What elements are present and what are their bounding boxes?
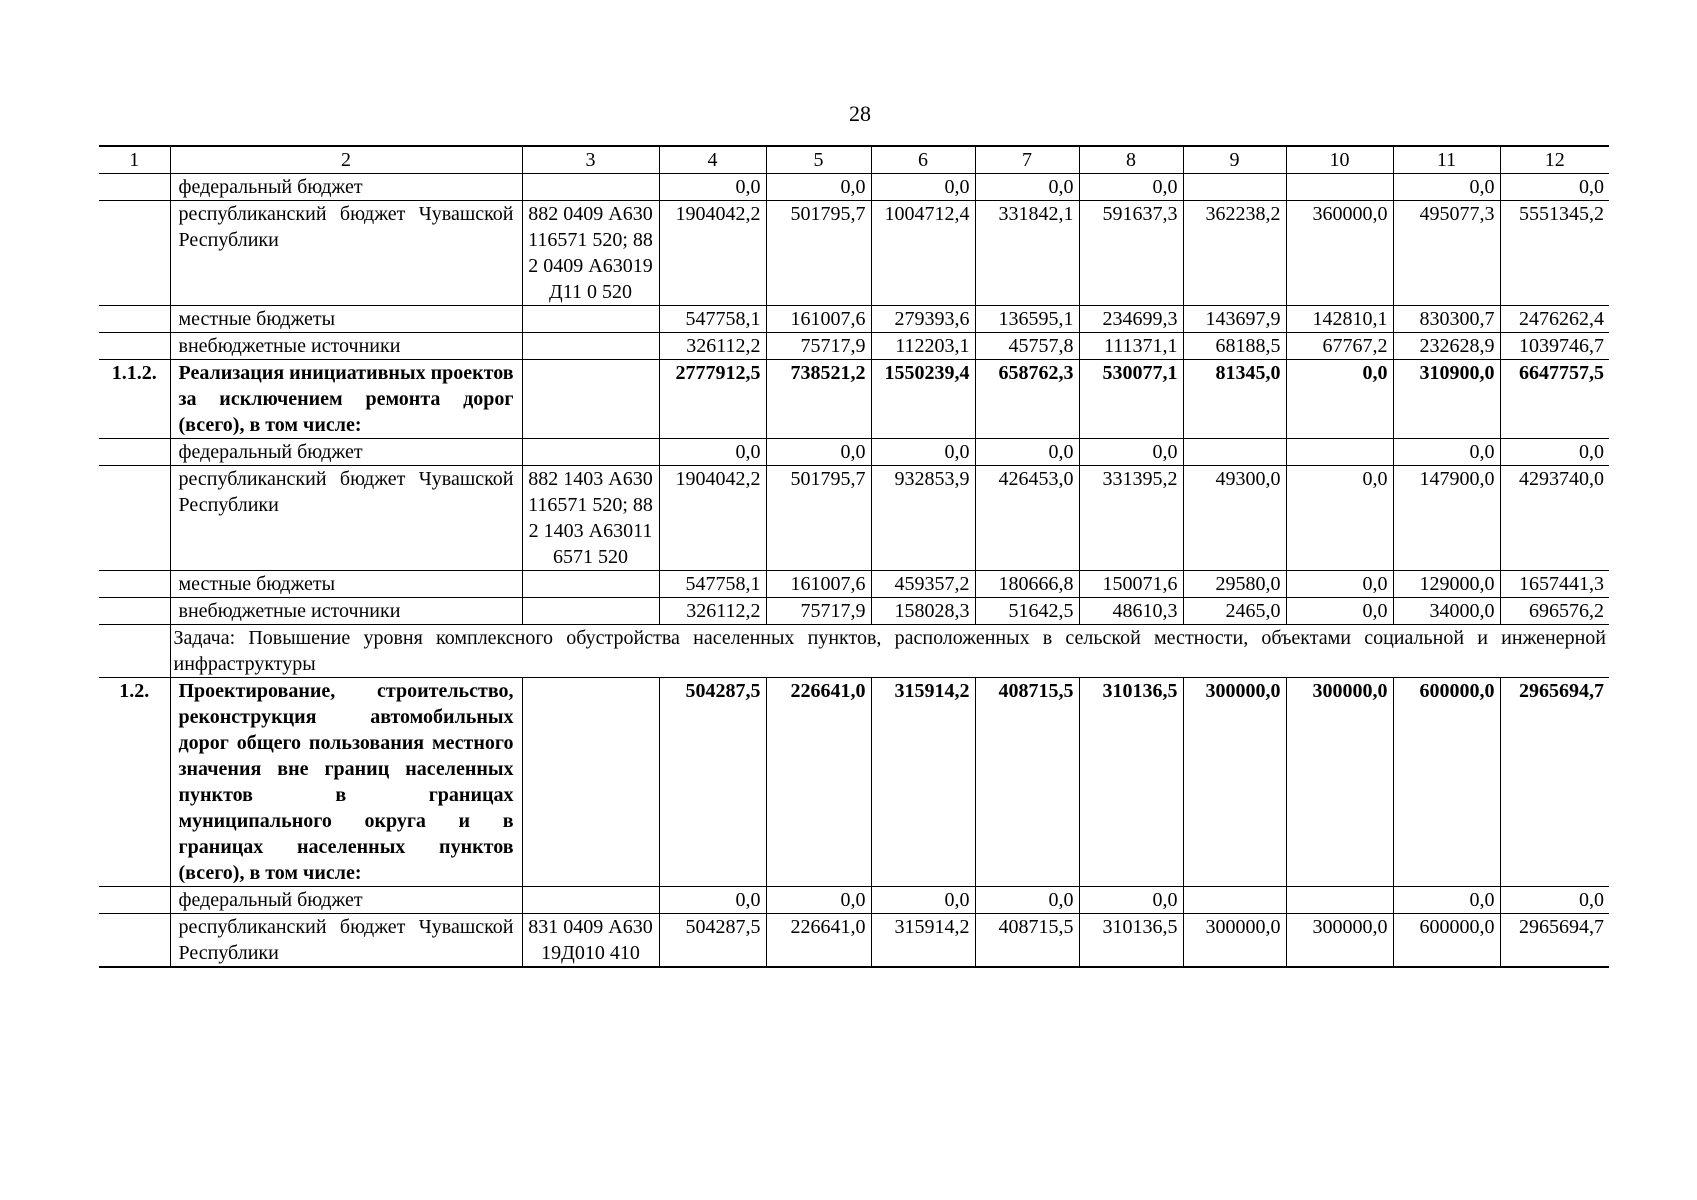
value-col-8: 331395,2 (1079, 466, 1183, 571)
column-header-5: 5 (766, 146, 871, 174)
value-col-11: 0,0 (1393, 887, 1500, 914)
value-col-4: 0,0 (659, 887, 766, 914)
value-col-9: 300000,0 (1183, 914, 1286, 968)
value-col-10: 0,0 (1286, 466, 1393, 571)
value-col-10: 0,0 (1286, 598, 1393, 625)
value-col-7: 0,0 (975, 439, 1079, 466)
value-col-6: 459357,2 (871, 571, 975, 598)
value-col-12: 2476262,4 (1500, 306, 1609, 333)
value-col-5: 0,0 (766, 887, 871, 914)
budget-code: 882 0409 А630116571 520; 882 0409 А63019Д11 0 520 (522, 201, 659, 306)
value-col-9: 68188,5 (1183, 333, 1286, 360)
value-col-9: 2465,0 (1183, 598, 1286, 625)
value-col-9: 49300,0 (1183, 466, 1286, 571)
value-col-8: 591637,3 (1079, 201, 1183, 306)
value-col-10: 300000,0 (1286, 678, 1393, 887)
row-label: внебюджетные источники (170, 333, 522, 360)
value-col-8: 0,0 (1079, 887, 1183, 914)
budget-code (522, 360, 659, 439)
value-col-8: 234699,3 (1079, 306, 1183, 333)
value-col-9: 300000,0 (1183, 678, 1286, 887)
row-label: федеральный бюджет (170, 439, 522, 466)
value-col-11: 310900,0 (1393, 360, 1500, 439)
value-col-4: 504287,5 (659, 678, 766, 887)
value-col-5: 75717,9 (766, 598, 871, 625)
row-label: федеральный бюджет (170, 174, 522, 201)
value-col-7: 45757,8 (975, 333, 1079, 360)
value-col-5: 75717,9 (766, 333, 871, 360)
row-number (99, 571, 170, 598)
row-label: местные бюджеты (170, 306, 522, 333)
budget-code (522, 571, 659, 598)
value-col-9: 29580,0 (1183, 571, 1286, 598)
value-col-12: 5551345,2 (1500, 201, 1609, 306)
column-header-9: 9 (1183, 146, 1286, 174)
value-col-5: 161007,6 (766, 571, 871, 598)
header-row (99, 146, 1609, 174)
table-row (99, 306, 1609, 333)
column-header-11: 11 (1393, 146, 1500, 174)
row-label: республиканский бюджет Чувашской Республики (170, 466, 522, 571)
row-number (99, 306, 170, 333)
column-header-8: 8 (1079, 146, 1183, 174)
value-col-4: 504287,5 (659, 914, 766, 968)
value-col-12: 1039746,7 (1500, 333, 1609, 360)
value-col-12: 696576,2 (1500, 598, 1609, 625)
value-col-8: 150071,6 (1079, 571, 1183, 598)
value-col-6: 0,0 (871, 439, 975, 466)
row-number: 1.1.2. (99, 360, 170, 439)
value-col-10: 300000,0 (1286, 914, 1393, 968)
value-col-4: 547758,1 (659, 571, 766, 598)
value-col-12: 1657441,3 (1500, 571, 1609, 598)
value-col-12: 0,0 (1500, 887, 1609, 914)
column-header-6: 6 (871, 146, 975, 174)
value-col-10: 0,0 (1286, 360, 1393, 439)
value-col-11: 232628,9 (1393, 333, 1500, 360)
value-col-12: 0,0 (1500, 174, 1609, 201)
value-col-10: 67767,2 (1286, 333, 1393, 360)
value-col-12: 2965694,7 (1500, 914, 1609, 968)
table-row (99, 333, 1609, 360)
value-col-6: 112203,1 (871, 333, 975, 360)
value-col-6: 0,0 (871, 174, 975, 201)
value-col-6: 1550239,4 (871, 360, 975, 439)
value-col-9: 143697,9 (1183, 306, 1286, 333)
row-label: Проектирование, строительство, реконструкция автомобильных дорог общего пользования местного значения вне границ населенных пунктов в границах муниципального округа и в границах населенных пунктов (всего), в том числе: (170, 678, 522, 887)
value-col-8: 310136,5 (1079, 914, 1183, 968)
value-col-5: 501795,7 (766, 201, 871, 306)
column-header-3: 3 (522, 146, 659, 174)
page-number: 28 (849, 101, 871, 126)
budget-code: 831 0409 А63019Д010 410 (522, 914, 659, 968)
table-body (99, 146, 1609, 967)
value-col-6: 315914,2 (871, 678, 975, 887)
budget-code (522, 678, 659, 887)
value-col-8: 111371,1 (1079, 333, 1183, 360)
budget-code (522, 306, 659, 333)
value-col-12: 0,0 (1500, 439, 1609, 466)
value-col-7: 408715,5 (975, 914, 1079, 968)
row-label: республиканский бюджет Чувашской Республики (170, 914, 522, 968)
column-header-10: 10 (1286, 146, 1393, 174)
row-label: республиканский бюджет Чувашской Республики (170, 201, 522, 306)
value-col-8: 530077,1 (1079, 360, 1183, 439)
column-header-7: 7 (975, 146, 1079, 174)
value-col-6: 932853,9 (871, 466, 975, 571)
table-row (99, 887, 1609, 914)
value-col-7: 0,0 (975, 887, 1079, 914)
value-col-4: 0,0 (659, 174, 766, 201)
column-header-4: 4 (659, 146, 766, 174)
value-col-4: 326112,2 (659, 598, 766, 625)
value-col-10 (1286, 439, 1393, 466)
row-number (99, 466, 170, 571)
value-col-6: 1004712,4 (871, 201, 975, 306)
value-col-5: 0,0 (766, 174, 871, 201)
value-col-10: 0,0 (1286, 571, 1393, 598)
value-col-5: 501795,7 (766, 466, 871, 571)
value-col-11: 129000,0 (1393, 571, 1500, 598)
value-col-7: 658762,3 (975, 360, 1079, 439)
row-number: 1.2. (99, 678, 170, 887)
value-col-9: 362238,2 (1183, 201, 1286, 306)
value-col-5: 226641,0 (766, 914, 871, 968)
row-label: внебюджетные источники (170, 598, 522, 625)
row-number (99, 201, 170, 306)
budget-code (522, 598, 659, 625)
column-header-1: 1 (99, 146, 170, 174)
value-col-5: 161007,6 (766, 306, 871, 333)
budget-code (522, 333, 659, 360)
value-col-6: 0,0 (871, 887, 975, 914)
value-col-7: 51642,5 (975, 598, 1079, 625)
value-col-5: 738521,2 (766, 360, 871, 439)
value-col-12: 6647757,5 (1500, 360, 1609, 439)
value-col-4: 1904042,2 (659, 201, 766, 306)
row-number (99, 914, 170, 968)
value-col-5: 0,0 (766, 439, 871, 466)
table-row (99, 598, 1609, 625)
budget-code (522, 439, 659, 466)
value-col-10 (1286, 174, 1393, 201)
value-col-9: 81345,0 (1183, 360, 1286, 439)
value-col-9 (1183, 887, 1286, 914)
row-label: федеральный бюджет (170, 887, 522, 914)
row-label: Реализация инициативных проектов за исключением ремонта дорог (всего), в том числе: (170, 360, 522, 439)
value-col-7: 0,0 (975, 174, 1079, 201)
table-row (99, 466, 1609, 571)
value-col-11: 0,0 (1393, 174, 1500, 201)
value-col-11: 600000,0 (1393, 678, 1500, 887)
value-col-11: 34000,0 (1393, 598, 1500, 625)
table-row (99, 174, 1609, 201)
table-row (99, 625, 1609, 678)
table-row (99, 571, 1609, 598)
value-col-10: 360000,0 (1286, 201, 1393, 306)
value-col-4: 1904042,2 (659, 466, 766, 571)
value-col-7: 426453,0 (975, 466, 1079, 571)
value-col-11: 600000,0 (1393, 914, 1500, 968)
row-label: местные бюджеты (170, 571, 522, 598)
value-col-11: 495077,3 (1393, 201, 1500, 306)
value-col-7: 136595,1 (975, 306, 1079, 333)
row-number (99, 598, 170, 625)
value-col-12: 2965694,7 (1500, 678, 1609, 887)
table-row (99, 439, 1609, 466)
row-number (99, 333, 170, 360)
row-number (99, 625, 170, 678)
value-col-11: 830300,7 (1393, 306, 1500, 333)
column-header-12: 12 (1500, 146, 1609, 174)
table-row (99, 201, 1609, 306)
row-number (99, 174, 170, 201)
value-col-10: 142810,1 (1286, 306, 1393, 333)
task-description: Задача: Повышение уровня комплексного обустройства населенных пунктов, расположенных в сельской местности, объектами социальной и инженерной инфраструктуры (170, 625, 1609, 678)
budget-code (522, 174, 659, 201)
table-row (99, 678, 1609, 887)
value-col-7: 331842,1 (975, 201, 1079, 306)
column-header-2: 2 (170, 146, 522, 174)
value-col-4: 326112,2 (659, 333, 766, 360)
value-col-6: 279393,6 (871, 306, 975, 333)
value-col-7: 408715,5 (975, 678, 1079, 887)
value-col-4: 0,0 (659, 439, 766, 466)
table-row (99, 360, 1609, 439)
value-col-6: 158028,3 (871, 598, 975, 625)
value-col-11: 0,0 (1393, 439, 1500, 466)
value-col-4: 2777912,5 (659, 360, 766, 439)
table-row (99, 914, 1609, 968)
value-col-5: 226641,0 (766, 678, 871, 887)
value-col-7: 180666,8 (975, 571, 1079, 598)
row-number (99, 439, 170, 466)
value-col-4: 547758,1 (659, 306, 766, 333)
budget-code (522, 887, 659, 914)
budget-code: 882 1403 А630116571 520; 882 1403 А630116571 520 (522, 466, 659, 571)
value-col-9 (1183, 439, 1286, 466)
row-number (99, 887, 170, 914)
value-col-10 (1286, 887, 1393, 914)
budget-table (99, 145, 1609, 968)
value-col-6: 315914,2 (871, 914, 975, 968)
value-col-9 (1183, 174, 1286, 201)
value-col-11: 147900,0 (1393, 466, 1500, 571)
value-col-8: 48610,3 (1079, 598, 1183, 625)
value-col-12: 4293740,0 (1500, 466, 1609, 571)
value-col-8: 0,0 (1079, 174, 1183, 201)
value-col-8: 310136,5 (1079, 678, 1183, 887)
value-col-8: 0,0 (1079, 439, 1183, 466)
